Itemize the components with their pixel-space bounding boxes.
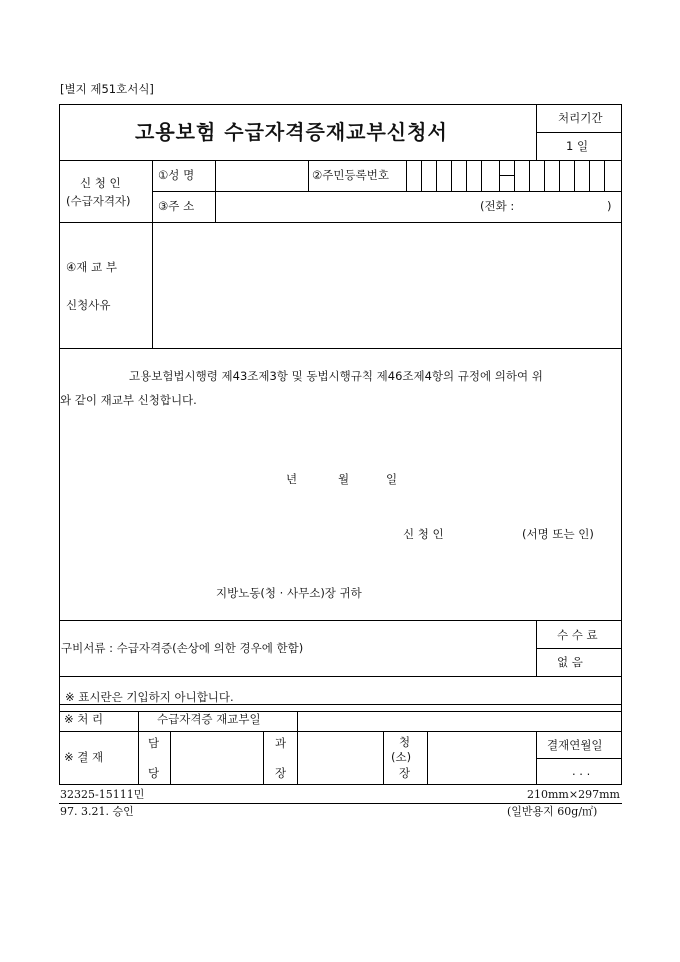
reason-label: ④재 교 부: [66, 260, 117, 274]
address-label: ③주 소: [158, 199, 195, 213]
process-label: ※ 처 리: [64, 712, 104, 726]
fee-value: 없 음: [557, 655, 583, 669]
approval-label: ※ 결 재: [64, 750, 104, 764]
approval-col1-top: 담: [148, 736, 160, 750]
rrn-digit-boxes[interactable]: [406, 160, 622, 191]
signature-note: (서명 또는 인): [522, 527, 594, 541]
date-year: 년: [286, 472, 298, 486]
approval-col2-top: 과: [275, 736, 287, 750]
process-value: 수급자격증 재교부일: [157, 712, 261, 726]
approval-box-director[interactable]: [428, 732, 536, 784]
fee-label: 수 수 료: [557, 628, 598, 642]
addressee: 지방노동(청 · 사무소)장 귀하: [216, 586, 362, 600]
reason-sublabel: 신청사유: [66, 298, 111, 312]
name-label: ①성 명: [158, 168, 195, 182]
form-title: 고용보험 수급자격증재교부신청서: [135, 120, 448, 144]
applicant-label: 신 청 인: [80, 176, 121, 190]
applicant-sublabel: (수급자격자): [66, 194, 131, 208]
address-field[interactable]: [216, 192, 621, 222]
signer-label: 신 청 인: [403, 527, 444, 541]
paper-type: (일반용지 60g/㎡): [507, 805, 598, 818]
approval-date-label: 결재연월일: [547, 738, 603, 752]
reason-field[interactable]: [153, 223, 621, 347]
approval-date-value[interactable]: . . .: [572, 764, 591, 778]
name-field[interactable]: [216, 161, 308, 191]
processing-value: 1 일: [566, 139, 589, 153]
phone-close: ): [607, 199, 612, 213]
approval-col3-mid: (소): [391, 750, 412, 764]
rrn-label: ②주민등록번호: [312, 168, 389, 182]
statement-line1: 고용보험법시행령 제43조제3항 및 동법시행규칙 제46조제4항의 규정에 의하여 위: [129, 369, 543, 383]
approval-col3-top: 청: [399, 735, 411, 749]
date-month: 월: [338, 472, 350, 486]
approval-col3-bottom: 장: [399, 766, 411, 780]
paper-size: 210mm×297mm: [527, 788, 620, 801]
form-code: 32325-15111민: [60, 788, 145, 801]
required-documents: 구비서류 : 수급자격증(손상에 의한 경우에 한함): [61, 641, 304, 655]
date-day: 일: [386, 472, 398, 486]
approval-date-note: 97. 3.21. 승인: [60, 805, 134, 818]
processing-label: 처리기간: [558, 111, 603, 125]
approval-box-section-chief[interactable]: [298, 732, 382, 784]
approval-box-staff[interactable]: [171, 732, 262, 784]
form-reference: [별지 제51호서식]: [60, 82, 154, 96]
phone-label: (전화 :: [480, 199, 515, 213]
approval-col1-bottom: 당: [148, 766, 160, 780]
office-note: ※ 표시란은 기입하지 아니합니다.: [65, 690, 234, 704]
statement-line2: 와 같이 재교부 신청합니다.: [60, 393, 197, 407]
approval-col2-bottom: 장: [275, 766, 287, 780]
